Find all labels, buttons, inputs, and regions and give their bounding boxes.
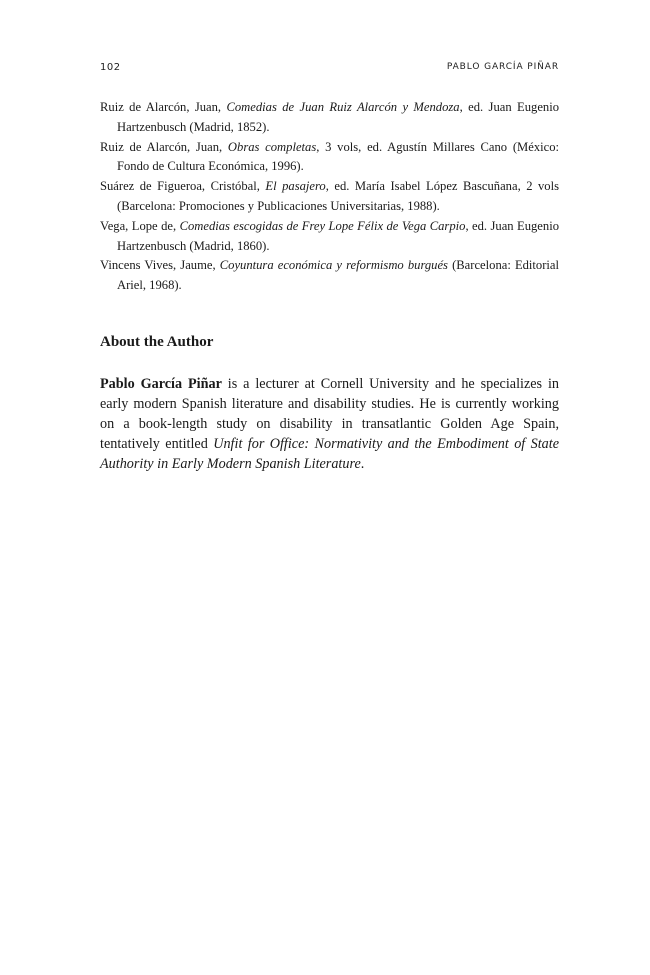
author-bio [100,375,559,475]
entry-details: (Barcelona: Editorial Ariel, 1968). [117,258,560,293]
entry-title: Obras completas [227,139,317,154]
entry-details: , 3 vols, ed. Agustín Millares Cano (México: Fondo de Cultura Económica, 1996). [117,139,560,174]
entry-details: , ed. María Isabel López Bascuñana, 2 vols (Barcelona: Promociones y Publicaciones Universitarias, 1988). [117,179,560,213]
entry-details: , ed. Juan Eugenio Hartzenbusch (Madrid, 1860). [117,218,559,253]
page-number: 102 [100,62,121,73]
entry-title: Comedias de Juan Ruiz Alarcón y Mendoza [226,100,460,114]
entry-title: Comedias escogidas de Frey Lope Félix de Vega Carpio [179,218,466,233]
entry-title: El pasajero [265,179,326,194]
entry-author: Ruiz de Alarcón, Juan, [100,139,228,154]
running-author: PABLO GARCÍA PIÑAR [446,62,559,72]
bibliography-entry [100,138,559,178]
entry-author: Ruiz de Alarcón, Juan, [100,100,227,114]
entry-title: Coyuntura económica y reformismo burgués [219,258,448,273]
entry-author: Suárez de Figueroa, Cristóbal, [100,179,266,194]
book-title: Unfit for Office: Normativity and the Embodiment of State Authority in Early Modern Spanish Literature [100,435,559,472]
entry-details: , ed. Juan Eugenio Hartzenbusch (Madrid, 1852). [117,100,559,134]
bibliography-entry [100,98,559,138]
bibliography-entry [100,256,559,296]
author-name: Pablo García Piñar [100,376,222,392]
section-heading: About the Author [100,334,214,350]
bibliography-entry [100,177,559,217]
bio-end: . [360,455,365,472]
entry-author: Vega, Lope de, [100,218,180,233]
bibliography-list [100,98,559,296]
bibliography-entry [100,217,559,257]
running-head [100,62,559,76]
entry-author: Vincens Vives, Jaume, [100,258,220,273]
bio-text: is a lecturer at Cornell University and he specializes in early modern Spanish literature and disability studies. He is currently working on a book-length study on disability in transatlantic Golden Age Spain, tentatively entitled [100,376,560,452]
